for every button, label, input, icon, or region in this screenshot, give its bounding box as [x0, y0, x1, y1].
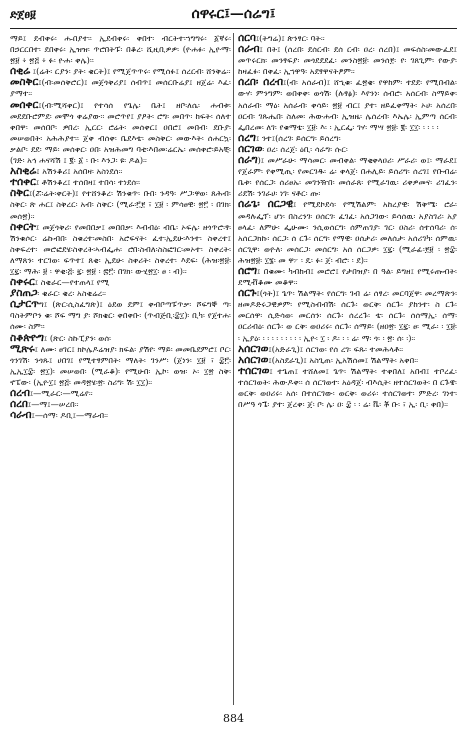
entry-headword: ስቀርት [10, 220, 36, 233]
entry-headword: ሰረበ፡ ሰረብ [238, 76, 283, 89]
entry-definition: ፤ (ጽር፡ ስኩፒያን፡ ወሰ፡ [43, 332, 112, 343]
entry-headword: ሰሮግ [238, 264, 258, 277]
entry-headword: ስቅር [10, 187, 29, 200]
entry-definition: ፤(አስደራጊ)፤ አስጊጠ፡ ኢአሽሰመ፤ ሽልማት፡ አቀበ። [268, 354, 419, 365]
dictionary-entry [238, 133, 457, 144]
entry-headword: አሰርገወ [238, 353, 269, 366]
dictionary-entry [238, 155, 457, 199]
entry-definition: ፤(ብ፡ አሰራብ)፤ ሸኂቁ፡ ፈ፳ቄ፡ የዋከም፡ ተደደ፡ የሚበብል፡ ውሃ፡ ምንግም፡ ወበቀቀ፡ ወጎሽ፡ (ሉፃፅ)፡ እየንነ፡ ሰብሮ፡ አሰርብ፡ ስማይቀ፡ አሰራብ፡ ማዕ፡ አሰራብ፡ ቀሳይ፡ ፳፱ ብር፤ ያተ፡ ዘይፈቀማት፡ ኦሀ፡ አሰረበ፡ ዐርብ፡ ገጹሔበ፡ ስለመ፡ ሕውሐብ፡ ኢዝዜ፡ ሌሰረብ፡ እኤሌ፡ ኢምጣ ሰርብ፡ ፌበረመ፡ ለገ፡ የቁማቴ፡ ፲፱፡ እ፡ ፡ ኢርፌ፡ ገሃ፡ ማሣ ፳፱፡ ፪፡ ፲፲፡ ፡ ፡ ፡ ፡ [238, 77, 457, 132]
entry-definition: ግ፤ (ጽር፡ሲስፈግጽ)፤ ዕደወ ደም፤ ቀብቦጣፑጥቃ፡ ሾፍግኞ ጣ፡ ባስትምቦን ቁ፡ ሾፍ ማግ ያ፡ ሾክቄር፡ ቀበቀቡ፡ (ጥብጅቢ፡፰፲)፡ ቢካ፡ የጀተሐ፡ ሰሙ፡ ስም፡፡ [10, 299, 231, 332]
entry-headword: ሲታርጥ [10, 298, 40, 311]
entry-definition: ፤ ለሙ፡ ፀገር፤ ክኮሌዶሬዝያ፡ ክፍል፡ ያሽየ፡ ማይ፡ መመቤደምሮ፤ ቦር፡ ጎንገሽ፡ ንጎጹ፤ ሀበገ፤ የሚተፃምበት፡ ማለት፡ ገንሥ፡ (ጀነን፡ ፲፱ ፣ ፰፫፡ ኢኢ፲፰፡ ፳፲)፡ መሠወበ፡ (ሚራቆ)፡ የሚሁበ፡ ኢኮ፡ ወዝ፡ ኦ፡ ፲፳ ስቅ፡ ኖፔው፡ (ኢዮ፲፤ ፳፭፡ መዳ፳ሄ፡፳፡ ስሪግ፡ ሽ፡ ፲፲)። [10, 343, 231, 387]
entry-headword: ተሰርገወ [238, 364, 270, 377]
entry-headword: ሰራግ [238, 154, 258, 167]
dictionary-entry [238, 33, 457, 44]
dictionary-entry [238, 77, 457, 132]
entry-headword: ሰረበ [10, 398, 28, 411]
entry-definition: ፤ መጀጎቅሪ፡ የመበበቃ፤ መበበቃ፡ እብብዕ፡ ብቤ፡ ኦፍሌ፡ ዘጎጥሮ፡ፃ፡ ሽንቁሶር፡ ሬኩብበ፡ ስቁረተ፡መስበ፡ አሮፍናት፡ ፈተ፡ኢደሁ፡እንተ፡ ስቀረተ፤ ስቀፍረተ፡ መሮፎደሄ፡ስቀረት፡ኣብፌሐ፡ ሮበ፡ስብለ፡ስስፎገር፡መኦተ፡ ስቀረት፡ ለማጸን፡ ተርገወ፡ ፍጥተ፤ ጸቂ፡ ኢደሁ፡ ስቀሪት፡ ስቀረተ፡ እደፍ፡ (ሕዝ፡፳፱፡ ፲፯፡ ማሕ፡ ፱ ፡ ዋቂ፡፭፡ ፯፡ ፳፱ ፡ ፷፫፡ በገክ፡ ውሂ፳፲፡ ፀ ፡ ብ)። [10, 221, 231, 276]
dictionary-entry [238, 288, 457, 343]
entry-headword: ያስጠጋ [10, 287, 38, 300]
entry-definition: ፤—ማ፤—ሠረበ። [27, 399, 79, 410]
left-column [10, 33, 231, 705]
dictionary-entry [10, 66, 231, 77]
entry-definition: ፤(ሬት፡ ርያን፡ ያት፡ ቄርት)፤ የሚጀጥጥሩ፡ የሚሰፉ፤ ሰረርብ፡ ሸንቅሬ። [30, 66, 231, 77]
dictionary-entry [238, 44, 457, 77]
entry-definition: ፤ በት፤ (ሰረበ፡ ደሰርብ፡ ደሰ ርብ፡ ዐረ፡ ሰረበ)፤ መፍሰስ፡መውፈደ፤ መጥሩርክ፡ መንፃፍያ፡ መጎደደደፈ፡ መንስ፳፱፡ መንሰ፻፡ የ፡ ገጸጊም፡ የውያ፡ ከዛፈፉ፡ በቀፈ፡ ኢኀዋዓ፡ አደፃዋናትፆም። [238, 44, 457, 77]
entry-definition: ፤—ሰማ፡ ዶቢ፤—ማራብ። [31, 410, 109, 421]
entry-headword: ስቆጵዮግ [10, 331, 44, 344]
dictionary-entry [10, 288, 231, 299]
entry-headword: ሰሬጌ፡ ሰርጋዊ [238, 198, 294, 211]
page-number: 884 [223, 712, 244, 725]
entry-headword: መስቅር [10, 76, 39, 89]
entry-definition: ፤ አሽንቆሪ፤ አሰበዛ፡ አስነደሰ። [36, 166, 123, 177]
entry-definition: ፤—ሚራር፡—ሚሬየ። [29, 388, 93, 398]
entry-headword: ሳራብ [10, 409, 32, 422]
dictionary-entry [10, 277, 231, 288]
entry-definition: ፤ የሚደኮደሳ፡ የሚሽልም፡ አከረያዊ፡ ሽቅሜ፡ ሮራ፡ መዳሉፌፕ፡ ሆነ፡ በስረንገ፡ ዐሰርገ፡ ፈገፈ፡ አሰጋገው፡ ይሳሰዉ፡ አያስገሪ፡ አያ ፀላፈ፡ ለምሁ፡ ፌሁሙ፡ ንሲወሰርግ፡ ሰምጠገያ፡ ገር፡ ዐስሪ፡ ሰተሰባሪ፡ ሰ፡ አሰርጋክኩ፡ ሰርጋ፡ ሰ ርጉ፡ ሰርግ፡ የማዊ፡ ዐሰታሪ፡ መለሰታ፡ አሰሪገካ፡ ሰምዉ፡ ሰርጊዋ፡ ወዮለ፡ መሰርጋ፡ መሰርግ፡ አሰ ሰርጋዎ፡ ፲፯፡ (ሚራፊ፡፻፱ ፡ ፳፰፡ ሕዝ፳፱፡ ፲፮፡ መ ዋ፦ ፡ ዴ፡ ፉ፡ ጀ፡ ብሮ፡ ፡ ደ)። [238, 199, 457, 265]
dictionary-entry [238, 266, 457, 288]
dictionary-entry [238, 344, 457, 355]
entry-definition: )፤ መሥራሁ፡ ማሳመር፡ መብቀል፡ ማቂቀላዐሪ፡ ሥራሪ፡ ወ፤፡ ማራደ፤ የጀራም፡ የቀሚጢ፡ የመርገዱ፡ ሬ፡ ቀላጀ፡ በሐሊይ፡ ይሰሪግ፡ ሰረገ፤ የቡብሬ፡ ቤቱ፡ የሰርጋ፡ ሰሪፀኡ፡ መገንዥበ፡ መሰራጸ፡ የሚራገዉ፡ ሪቀዎመና፡ ሪገፈን፡ ሪደሽ፡ ንገራሀ፡ ነገ፡ ናቶር፡ ጡ፡ [238, 155, 457, 199]
entry-headword: ተሰቀር [10, 176, 36, 189]
entry-definition: ፤(አድራጊ)፤ ሰርገወ፡ የሰ ረገ፡ ፍጹ፡ ተመሕላቶ። [268, 343, 404, 354]
dictionary-entry [238, 199, 457, 266]
entry-definition: ፡ ዐረ፡ ሰረጀ፡ ዕቢ፡ ሳራግ፡ ሱር፡ [262, 143, 348, 154]
dictionary-entry [238, 355, 457, 366]
entry-headword: አስቂሬ [10, 165, 37, 178]
entry-headword: አሰርገወ [238, 342, 269, 355]
entry-definition: ፤ በቁሙ፡ ካብከብ፤ መሮሮ፤ የታበዝያ፡ በ ዓል፡ ይግዘ፤ የሚሩጡብት፡ ደሚቭቆሙ መቆዋ። [238, 265, 457, 288]
entry-definition: ፤(ጎት)፤ ጌጥ፡ ሽልማት፡ የሰርግ፡ ገብ ሬ፡ ሰፃረ፡ መርባጀዋ፡ መረማጽን፡ ዘመዶድሩጋዊዎም፡ የሚስብብሽ፡ ሰርጉ፡ ወርቅ፡ ሰርጉ፡ ያከንተ፡ ስ ርጉ፡ መርሰዋ፡ ሲድሳወ፡ መርሰን፡ ሰርጉ፡ ሰረረጉ፡ ቴ፡ ሰርጉ፡ ሰሰማኢ፡ ሰማ፡ ዐርሪብዕ፡ ሰርጉ፡ ወ ርቅ፡ ወዐሪሩ፡ ሰርጉ፡ ሰማይ፡ (ዘዐ፳፡ ፲፯፡ ፀ፡ ሚራ፡ ፡ ፲፱፡ ፡ ኢያዕ፡ ፡ ፡ ፡ ፡ ፡ ፡ ፡ ፡ ፡ ኢዮ፡ ፲ ፡ ዶ፡ ፡ ፡ ሬ፡ ማ፡ ጎ፡ ፡ ፳፡ ሰ፡ ፡)። [238, 288, 457, 343]
dictionary-entry [10, 410, 231, 421]
entry-definition: ፤(ትግሬ)፤ ጵንፃር፡ ባት። [255, 33, 325, 43]
dictionary-entry [10, 77, 231, 99]
entry-headword: መሰቀር [10, 98, 39, 111]
dictionary-entry [10, 33, 231, 66]
entry-definition: ፤(ብ፡መሰቅሮር)፤ መጀጎቅሪያ፤ ሰብጥ፤ መሰርቡሬያ፤ ዘጀሬ፡ እፈ፡ ያማተ። [10, 77, 231, 99]
entry-headword: ሰረግ [238, 131, 256, 144]
header-rule [10, 28, 457, 29]
entry-headword: ሰራብ [238, 43, 260, 56]
entry-headword: ሰርገወ [238, 142, 263, 155]
entry-headword: ሚጽሩ [10, 342, 35, 355]
entry-definition: ፤ ንተ፤(ሰረገ፡ ይሰርግ፡ ይሰረግ፡ [255, 132, 341, 143]
dictionary-entry [10, 299, 231, 332]
entry-headword: ሰረብ [10, 387, 30, 399]
entry-definition: ማይ፤ ደብቀሩ፡ ሑበያተ፡፡ ኢደብቀሩ፡ ቀበተ፡ ብርትተ፡ኀግግሩ፡ ፩ኛሩ፡ በኃርርበተ፡ ደበቀሩ፡ ኢዝዝ፡ ጥሮበትፑ፡ በቆረ፡ ሺዚቢዎዎ፡ (ዮሐፉ፡ ኢዮማ፡ ፳፱ ፥ ፳፭ ፥ ፉ፡ ዮሐ፡ ቀሌ)፡፡ [10, 33, 231, 66]
dictionary-entry [10, 222, 231, 277]
page-header [10, 6, 457, 28]
right-column [238, 33, 457, 705]
entry-definition: ፡ ቄራር፡ ቄረ፡ አስቂሬረ። [37, 288, 107, 299]
entry-definition: ፤ ስቂራር—የተጠላ፤ የሚ [34, 277, 110, 288]
entry-definition: ፤(ብ፡ሚሻቀር)፤ የተሳሰ የጌሌ፡ ቤት፤ ዘቦ፡ለሴ፡ ሐብቱ፡ መደደቡሮምደ፡ መሞጎ ቀሬያው፡፡ መሮጥየ፤ ያዖት፡ ሮግ፡ መበጥ፡ ከፍት፡ ሰለተ ቀበዋ፡ መሰበቦ፡ ዎበረ፡ ኢርር፡ ሮሬት፡ መሰቀር፤ ዐበሮ፤ መበብ፡ ደቡያ፡ መሠወበት፡ አሕሕያተ፡፡ ጀቀ ብሰቀ፡ ቤደእቴ፡ መስቅር፡ መውእት፡ ሰሐርኳ፡ ቃልቦ፡ ደደ፡ ማይ፡ መሰቀር፡ ዐበ፡ አዝሕመግ ባቲ፡እበመ፡ሬርኤ፡ መሰቀሮ፡ይአቺ፡ (ገድ፡ አኅ ሐናሻሽ ፤ ፪፡ ፩ ፡ ቡ፡ እንጋ፡ ዩ፡ ዶል)። [10, 99, 231, 166]
dictionary-entry [238, 366, 457, 410]
entry-headword: ሰርባ [238, 33, 256, 44]
column-divider [233, 33, 234, 705]
dictionary-entry [10, 188, 231, 221]
entry-definition: ፤ ተጌጠ፤ ተሸለመ፤ ጌጥ፡ ሽልማት፡ ተቀበለ፤ አበብ፤ ተቦረፈ፡ ተሰርገወት፡ ሕውዶቀ፡፡ ሰ ሰርገወተ፡ አዕዳጀ፡ ብእሲት፡ ዘተሰርገወት፡ በ ርጉዌ፡ ወርቅ፡ ወዐሪሩ፡ አሰ፡ በተሰርገው፡ ወርቅ፡ ወሪሩ፡ ተሰርገወተ፡ ምድረ፡ ገነተ፡ በሥዓ ጎጜ፡ ያተ፡ ጀረቀ፡ ጀ፡ ቦ፡ ሌ፡ ዐ፡ ፰ ፡ ፡ ሬ፡ ቬ፡ ቾ ቡ፡ ፣ ኢ፡ ቢ፡ ቀበ)። [238, 365, 457, 410]
dictionary-entry [238, 144, 457, 155]
entry-headword: ስቀሩር [10, 276, 35, 289]
dictionary-entry [10, 100, 231, 167]
dictionary-entry [10, 333, 231, 344]
dictionary-entry [10, 388, 231, 399]
entry-headword: ሰቂሬ [10, 65, 31, 78]
header-left-label: ድጀፀ፱ [10, 8, 36, 21]
header-title: ሰዋሩር፤—ሰሬግ፤ [191, 6, 276, 22]
dictionary-entry [10, 177, 231, 188]
dictionary-entry [10, 399, 231, 410]
entry-headword: ሰርጉ [238, 287, 257, 300]
entry-definition: ፤(ሯ፡ሬት፡ቀርት)፤ የተሸንቆረ፡ ሽንቁጥ፡ ቡበ፡ ንዳዓ፡ ሥጋ፡ዋወ፡ ጸሕብ፡ስቅር፡ ጽ ሐር፤ ስቅረር፡ አብ፡ ስቅር፡ (ሚራ፡፫፻ ፣ ፲፱ ፡ ምሳፀዊ፡ ፳፫ ፡ በገክ፡ መሰ፳)። [10, 188, 231, 221]
dictionary-entry [10, 344, 231, 388]
entry-definition: ፤ ቶሽንቆረ፤ ተሰበዛ፤ ተበሳ፡ ተነደሰ፡፡ [35, 177, 141, 188]
dictionary-entry [10, 166, 231, 177]
